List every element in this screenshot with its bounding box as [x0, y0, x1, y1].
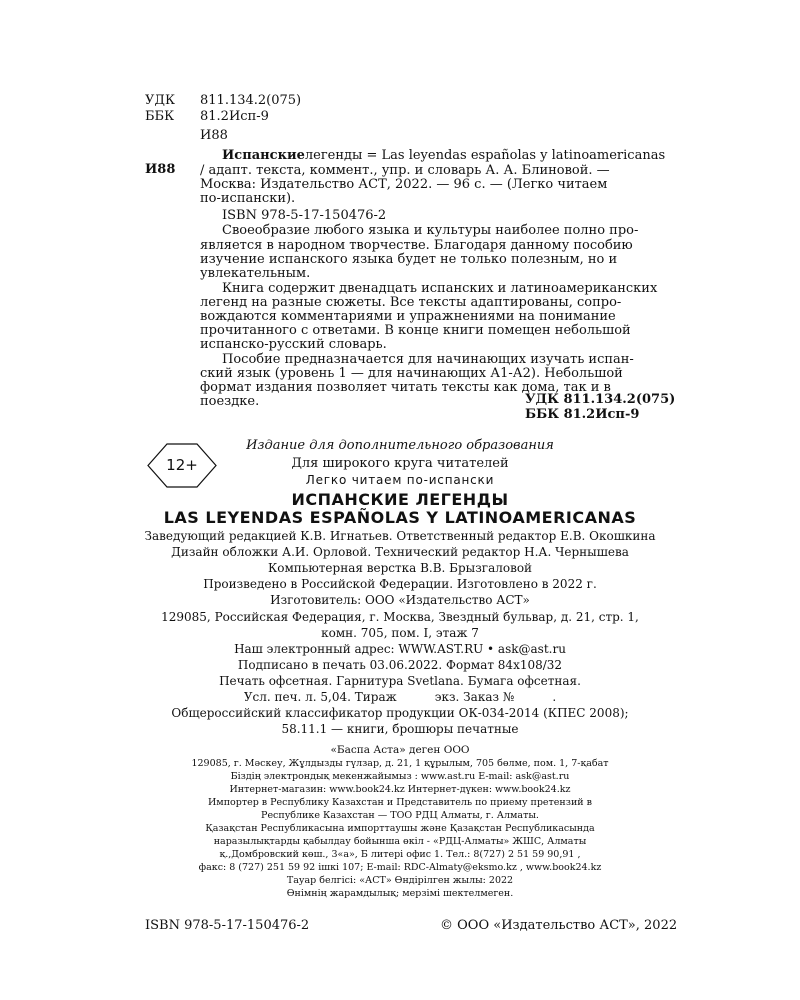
kz-line-11: Тауар белгісі: «АСТ» Өндірілген жылы: 2022 [286, 875, 514, 886]
credits-line-7: комн. 705, пом. I, этаж 7 [321, 626, 479, 640]
audience-note: Для широкого круга читателей [291, 456, 509, 471]
credits-line-3: Компьютерная верстка В.В. Брызгаловой [267, 561, 533, 575]
credits-line-12: Общероссийский классификатор продукции ОК-034-2014 (КПЕС 2008); [171, 706, 629, 720]
kz-line-2: 129085, г. Мәскеу, Жұлдызды гүлзар, д. 21, 1 құрылым, 705 бөлме, пом. 1, 7-қабат [191, 758, 609, 769]
annotation-p3-l2: ский язык (уровень 1 — для начинающих А1-А2). Небольшой [200, 366, 623, 381]
kz-line-8: наразылықтарды қабылдау бойынша өкіл - «РДЦ-Алматы» ЖШС, Алматы [213, 836, 587, 847]
bbk-value: 81.2Исп-9 [200, 109, 269, 124]
biblio-title-rest: легенды = Las leyendas españolas y latinoamericanas [304, 148, 666, 163]
title-ru: ИСПАНСКИЕ ЛЕГЕНДЫ [291, 490, 509, 509]
kz-line-7: Қазақстан Республикасына импорттаушы және Қазақстан Республикасында [205, 823, 595, 834]
credits-line-13: 58.11.1 — книги, брошюры печатные [281, 722, 519, 736]
credits-line-5: Изготовитель: ООО «Издательство АСТ» [270, 593, 530, 607]
credits-line-9: Подписано в печать 03.06.2022. Формат 84x108/32 [237, 658, 563, 672]
footer-isbn: ISBN 978-5-17-150476-2 [145, 918, 310, 933]
udk-label: УДК [145, 93, 176, 108]
biblio-isbn: ISBN 978-5-17-150476-2 [222, 208, 387, 223]
annotation-p1-l3: изучение испанского языка будет не только полезным, но и [200, 252, 618, 267]
annotation-p1-l4: увлекательным. [200, 266, 311, 281]
kz-line-3: Біздің электрондық мекенжайымыз : www.ast.ru E-mail: ask@ast.ru [230, 771, 570, 782]
annotation-p2-l4: прочитанного с ответами. В конце книги помещен небольшой [200, 323, 631, 338]
credits-line-10: Печать офсетная. Гарнитура Svetlana. Бумага офсетная. [219, 674, 581, 688]
kz-line-10: факс: 8 (727) 251 59 92 ішкі 107; E-mail: RDC-Almaty@eksmo.kz , www.book24.kz [198, 862, 602, 873]
kz-line-9: қ.,Домбровский көш., 3«а», Б литері офис 1. Тел.: 8(727) 2 51 59 90,91 , [219, 849, 581, 860]
udk-right: УДК 811.134.2(075) [525, 392, 676, 407]
kz-line-1: «Баспа Аста» деген ООО [330, 744, 470, 756]
bbk-right: ББК 81.2Исп-9 [525, 407, 640, 422]
footer-copyright: © ООО «Издательство АСТ», 2022 [440, 918, 678, 933]
bbk-label: ББК [145, 109, 175, 124]
annotation-p3-l1: Пособие предназначается для начинающих изучать испан- [222, 352, 634, 367]
credits-line-6: 129085, Российская Федерация, г. Москва, Звездный бульвар, д. 21, стр. 1, [161, 610, 639, 624]
kz-line-12: Өнімнің жарамдылық; мерзімі шектелмеген. [286, 888, 514, 899]
biblio-line-1 [222, 148, 665, 163]
annotation-p3-l3: формат издания позволяет читать тексты как дома, так и в [200, 380, 611, 395]
annotation-p2-l2: легенд на разные сюжеты. Все тексты адаптированы, сопро- [200, 295, 622, 310]
annotation-p2-l5: испанско-русский словарь. [200, 337, 387, 352]
credits-line-1: Заведующий редакцией К.В. Игнатьев. Ответственный редактор Е.В. Окошкина [144, 529, 656, 543]
annotation-p1-l2: является в народном творчестве. Благодаря данному пособию [200, 238, 633, 253]
annotation-p1-l1: Своеобразие любого языка и культуры наиболее полно про- [222, 223, 639, 238]
biblio-mark: И88 [145, 162, 176, 177]
title-es: LAS LEYENDAS ESPAÑOLAS Y LATINOAMERICANAS [163, 508, 637, 527]
annotation-p3-l4: поездке. [200, 394, 260, 409]
kz-line-4: Интернет-магазин: www.book24.kz Интернет-дүкен: www.book24.kz [229, 784, 571, 795]
series-name: Легко читаем по-испански [305, 473, 495, 487]
edition-note: Издание для дополнительного образования [246, 438, 554, 453]
credits-line-11: Усл. печ. л. 5,04. Тираж экз. Заказ № . [243, 690, 557, 704]
kz-line-6: Республике Казахстан — ТОО РДЦ Алматы, г. Алматы. [261, 810, 539, 821]
biblio-line-4: по-испански). [200, 191, 296, 206]
biblio-line-3: Москва: Издательство АСТ, 2022. — 96 с. — (Легко читаем [200, 177, 608, 192]
annotation-p2-l3: вождаются комментариями и упражнениями на понимание [200, 309, 616, 324]
credits-line-2: Дизайн обложки А.И. Орловой. Технический редактор Н.А. Чернышева [171, 545, 629, 559]
biblio-line-2: / адапт. текста, коммент., упр. и словарь А. А. Блиновой. — [200, 163, 610, 178]
credits-line-8: Наш электронный адрес: WWW.AST.RU • ask@ast.ru [234, 642, 566, 656]
author-mark: И88 [200, 128, 228, 143]
age-rating-label: 12+ [166, 456, 198, 474]
biblio-title-bold: Испанские [222, 148, 305, 163]
udk-value: 811.134.2(075) [200, 93, 302, 108]
credits-line-4: Произведено в Российской Федерации. Изготовлено в 2022 г. [203, 577, 597, 591]
annotation-p2-l1: Книга содержит двенадцать испанских и латиноамериканских [222, 281, 658, 296]
kz-line-5: Импортер в Республику Казахстан и Представитель по приему претензий в [208, 797, 592, 808]
